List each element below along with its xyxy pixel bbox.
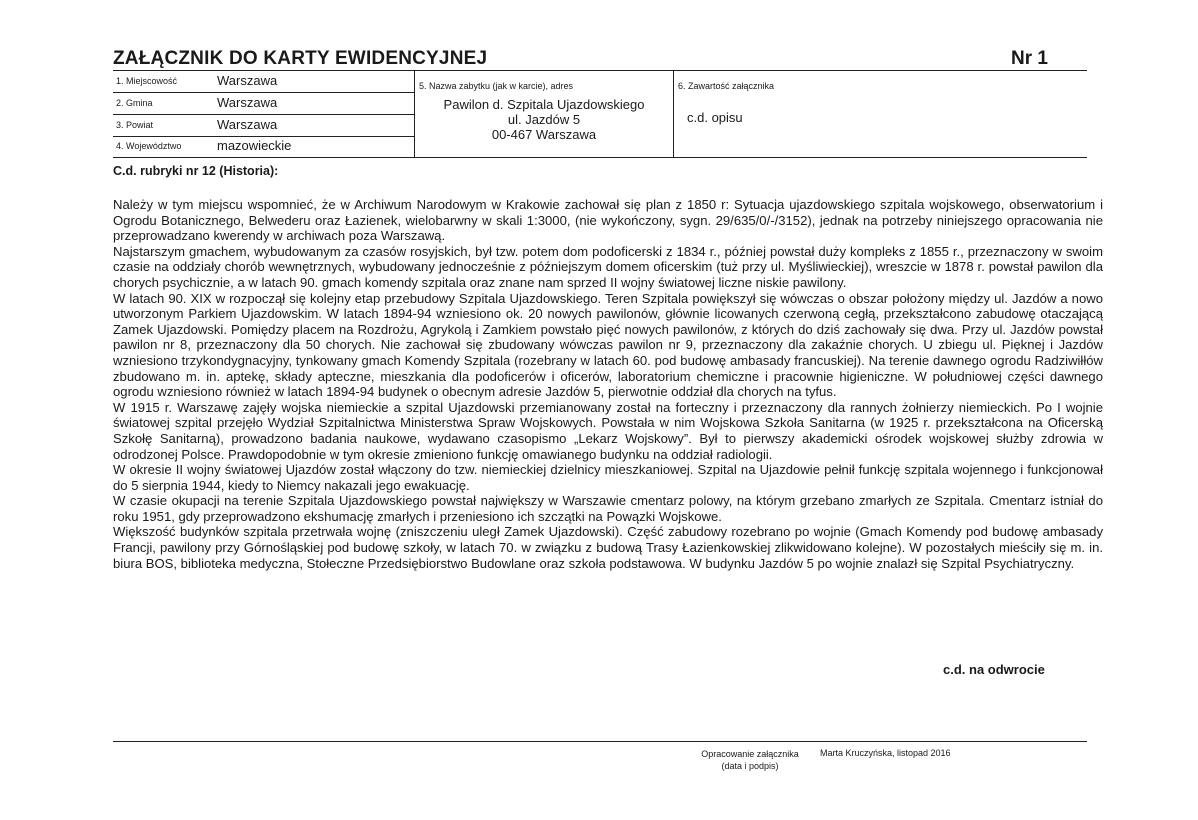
paragraph: W latach 90. XIX w rozpoczął się kolejny etap przebudowy Szpitala Ujazdowskiego. Teren Szpitala powiększył się wówczas o obszar położony między ul. Jazdów a nowo utworzonym Parkiem Ujazdowskim. W latach 1894-94 wzniesiono ok. 20 nowych pawilonów, głównie licowanych czerwoną cegłą, przekształcono zabudowę otaczającą Zamek Ujazdowski. Pomiędzy placem na Rozdrożu, Agrykolą i Zamkiem powstało pięć nowych pawilonów, z których do dziś zachowały się dwa. Przy ul. Jazdów powstał pawilon nr 8, przeznaczony dla 50 chorych. Nie zachował się zbudowany wówczas pawilon nr 9, przeznaczony dla zakaźnie chorych. U zbiegu ul. Pięknej i Jazdów wzniesiono trzykondygnacyjny, tynkowany gmach Komendy Szpitala (rozebrany w latach 60. pod budowę ambasady francuskiej). Na terenie dawnego ogrodu Radziwiłłów zbudowano m. in. aptekę, składy apteczne, mieszkania dla podoficerów i oficerów, laboratorium chemiczne i pracownie higieniczne. W południowej części dawnego ogrodu wzniesiono również w latach 1894-94 budynek o obecnym adresie Jazdów 5, pierwotnie oddział dla chorych na tyfus. (113, 290, 1103, 400)
field-label: 2. Gmina (116, 98, 153, 108)
footer-rule (113, 741, 1087, 742)
field-nazwa (415, 71, 673, 157)
header-bottom-rule (113, 157, 1087, 158)
field-value: Warszawa (217, 117, 278, 132)
address-line-street: ul. Jazdów 5 (507, 112, 581, 127)
field-label: 6. Zawartość załącznika (678, 81, 775, 91)
address-line-name: Pawilon d. Szpitala Ujazdowskiego (443, 97, 645, 112)
paragraph: W 1915 r. Warszawę zajęły wojska niemieckie a szpital Ujazdowski przemianowany został na forteczny i przeznaczony dla rannych żołnierzy niemieckich. Po I wojnie światowej szpital przejęło Wydział Szpitalnictwa Ministerstwa Spraw Wojskowych. Powstała w nim Wojskowa Szkoła Sanitarna (w 1925 r. przekształcona na Oficerską Szkołę Sanitarną), prowadzono badania naukowe, wydawano czasopismo „Lekarz Wojskowy”. Był to pierwszy akademicki ośrodek wojskowej służby zdrowia w odrodzonej Polsce. Prawdopodobnie w tym okresie zmieniono funkcję omawianego budynku na oddział radiologii. (113, 399, 1103, 462)
history-text (113, 197, 1103, 571)
field-miejscowosc (113, 71, 414, 93)
field-label: 4. Województwo (116, 141, 182, 151)
paragraph: W okresie II wojny światowej Ujazdów został włączony do tzw. niemieckiej dzielnicy mieszkaniowej. Szpital na Ujazdowie pełnił funkcję szpitala wojennego i funkcjonował do 5 sierpnia 1944, kiedy to Niemcy nakazali jego ewakuację. (113, 462, 1103, 493)
paragraph: W czasie okupacji na terenie Szpitala Ujazdowskiego powstał największy w Warszawie cmentarz polowy, na którym grzebano zmarłych ze Szpitala. Cmentarz istniał do roku 1951, gdy przeprowadzono ekshumację zmarłych i przeniesiono ich szczątki na Powązki Wojskowe. (113, 493, 1103, 524)
field-label: 3. Powiat (116, 120, 154, 130)
field-value: c.d. opisu (687, 110, 743, 125)
field-label: 5. Nazwa zabytku (jak w karcie), adres (419, 81, 574, 91)
header-table (113, 71, 1087, 157)
footer-label-line: Opracowanie załącznika (701, 749, 799, 759)
document-title: ZAŁĄCZNIK DO KARTY EWIDENCYJNEJ (113, 48, 488, 69)
attachment-number: Nr 1 (1011, 48, 1048, 69)
continuation-note: c.d. na odwrocie (943, 662, 1045, 677)
field-value: mazowieckie (217, 138, 292, 153)
field-label: 1. Miejscowość (116, 76, 178, 86)
footer-label-line: (data i podpis) (721, 761, 779, 771)
section-heading: C.d. rubryki nr 12 (Historia): (113, 164, 279, 178)
field-value: Warszawa (217, 95, 278, 110)
author-signature: Marta Kruczyńska, listopad 2016 (820, 748, 951, 758)
field-value: Warszawa (217, 73, 278, 88)
address-line-city: 00-467 Warszawa (491, 127, 597, 142)
field-wojewodztwo (113, 136, 414, 157)
field-powiat (113, 115, 414, 137)
location-fields (113, 71, 414, 157)
field-zawartosc (674, 71, 1087, 157)
footer-label (690, 748, 810, 772)
paragraph: Większość budynków szpitala przetrwała wojnę (zniszczeniu uległ Zamek Ujazdowski). Część zabudowy rozebrano po wojnie (Gmach Komendy pod budowę ambasady Francji, pawilony przy Górnośląskiej pod budowę szkoły, w latach 70. w związku z budową Trasy Łazienkowskiej zlikwidowano kolejne). W pozostałych mieściły się m. in. biura BOS, biblioteka medyczna, Stołeczne Przedsiębiorstwo Budowlane oraz szkoła podstawowa. W budynku Jazdów 5 po wojnie znalazł się Szpital Psychiatryczny. (113, 524, 1103, 571)
monument-address (415, 97, 673, 142)
paragraph: Należy w tym miejscu wspomnieć, że w Archiwum Narodowym w Krakowie zachował się plan z 1850 r: Sytuacja ujazdowskiego szpitala wojskowego, obserwatorium i Ogrodu Botanicznego, Belwederu oraz Łazienek, wielobarwny w skali 1:3000, (nie wykończony, sygn. 29/635/0/-/3152), jednak na potrzeby niniejszego opracowania nie przeprowadzano kwerendy w archiwach poza Warszawą. (113, 197, 1103, 244)
paragraph: Najstarszym gmachem, wybudowanym za czasów rosyjskich, był tzw. potem dom podoficerski z 1834 r., później powstał duży kompleks z 1855 r., przeznaczony w swoim czasie na oddziały chorób wewnętrznych, wybudowany jednocześnie z późniejszym domem oficerskim (tuż przy ul. Myśliwieckiej), wreszcie w 1878 r. powstał pawilon dla chorych psychicznie, a w latach 90. gmach komendy szpitala oraz znane nam sprzed II wojny światowej liczne niskie pawilony. (113, 243, 1103, 290)
field-gmina (113, 93, 414, 115)
